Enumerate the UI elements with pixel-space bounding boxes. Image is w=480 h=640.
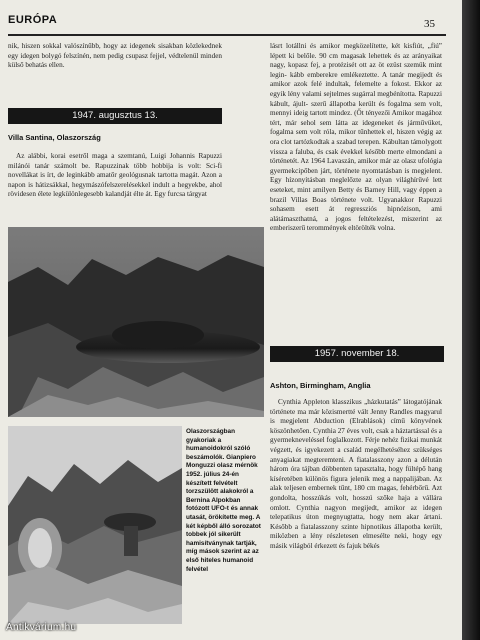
- section-title: EURÓPA: [8, 14, 58, 26]
- report-2-date: 1957. november 18.: [270, 346, 444, 362]
- right-column-paragraph: lásrt lotállni és amikor megközelítette, két kisfiút, „fiú” lépett ki belőle. 90 cm magasak lehettek és az arányaikat nagy, kopasz fej, a protézisét ott az öt ezüst szemük mint legin- kább emberekre emlékeztette. A tanár megijedt és amikor azok felé indultak, felemelte a fokost. Ekkor az egyik lény valami sejtelmes sugárral megbénította. Rapuzzi kábult, ájult- szerű állapotba került és fogalma sem volt, mennyi ideig tartott mindez. (Őt tényezői Amikor magához tért, már sehol sem látta az idegeneket és járművüket, fogalma sem volt róla, mikor tűnhettek el, hiszen végig az ora clot tartózkodtak a szabad terepen. Kábultan támolygott vissza a faluba, és csak évekkel később merte elmondani a történetét. Az 1964 Lavaszán, amikor már az olasz ufológia gyermekcipőben járt, története nyomtatásban is megjelent. Egy hízonyításban meglelőzte az olyan világhírűvé lett eseteket, mint amilyen Betty és Barney Hill, vagy éppen a brazil Villas Boas története volt. Ugyanakkor Rapuzzi sohasem esett át regressziós hipnózison, ami alátámaszthatná, a jogos feltételezést, miszerint az emberiszerű terommények eltörölték volna.: [270, 42, 442, 233]
- report-1-place: Villa Santina, Olaszország: [8, 133, 101, 142]
- book-spine: [462, 0, 480, 640]
- report-1-body: [8, 152, 222, 218]
- report-1-paragraph: Az alábbi, korai esetről maga a szemtanú, Luigi Johannis Rapuzzi milánói tanár számolt be. Rapuzzinak több hobbija is volt: Sci-fi novellákat is írt, de leginkább amatőr geológusnak tartotta magát. Azon a napon is hátizsákkal, hegymászófelszerelésekkel indult a hegyekbe, ahol rövidesen élete legkülönlegesebb kalandját élte át. Egy furcsa tárgyat: [8, 152, 222, 199]
- page-number: 35: [424, 18, 435, 30]
- watermark-logo: Antikvárium.hu: [6, 622, 77, 633]
- left-column-continuation: [8, 42, 222, 92]
- right-column-continuation: [270, 42, 442, 332]
- report-2-place: Ashton, Birmingham, Anglia: [270, 381, 371, 390]
- continuation-paragraph: nik, hiszen sokkal valószínűbb, hogy az idegenek sisakban közlekednek egy idegen bolygó felszínén, nem pedig csupasz fejjel, védtelenül minden külső behatás ellen.: [8, 42, 222, 70]
- report-1-date: 1947. augusztus 13.: [8, 108, 222, 124]
- report-2-body: [270, 398, 442, 634]
- ufo-photo-1: [8, 227, 264, 417]
- ufo-photo-2-image: [8, 426, 182, 624]
- report-2-paragraph: Cynthia Appleton klasszikus „házkutatás” látogatójának története ma már közismertté vált Jenny Randles magyarul is megjelent Abduction (Elrablások) című könyvének köszönhetően. Cynthia 27 éves volt, csak a háztartással és a gyermekneveléssel foglalkozott. Férje nehéz fizikai munkát végzett, és igyekezett a család megélhetéséhez szükséges anyagiakat megteremteni. A fiatalasszony azon a délután három óra tájban döbbenten tapasztalta, hogy fültépő hang kíséretében különös figura jelenik meg a nappalijában. Az alak teljesen embernek tűnt, 180 cm magas, fehérbőrű. Azt gondolta, hosszúkás volt, hosszú szőke haja a vállára omlott. Cynthia nagyon megijedt, amikor az idegen telepatikus úton megnyugtatta, hogy nem akar ártani. Később a fiatalasszony szinte hipnotikus állapotba került, miközben a lény részletesen elmesélte neki, hogy egy másik világból érkezett és fajuk békés: [270, 398, 442, 550]
- ufo-photo-2: [8, 426, 182, 624]
- photo-2-caption: Olaszországban gyakoriak a humanoidokról szóló beszámolók. Gianpiero Monguzzi olasz mérnök 1952. július 24-én készített felvételt torzszülött alakokról a Bernina Alpokban fotózott UFO-t és annak utasát, örökítette meg. A két képből álló sorozatot tobbek jól sikerült hamisítványnak tartják, míg mások szerint az az első hiteles humanoid felvétel: [186, 428, 261, 573]
- ufo-photo-1-image: [8, 227, 264, 417]
- header-rule: [8, 34, 446, 36]
